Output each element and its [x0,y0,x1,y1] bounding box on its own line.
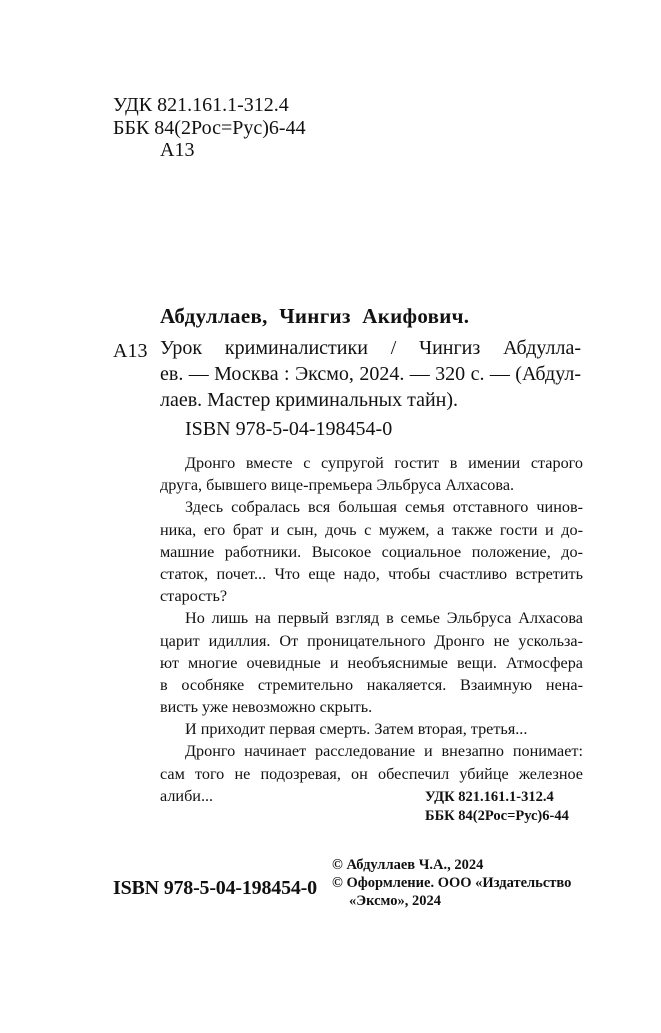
entry-author: Абдуллаев, Чингиз Акифович. [160,304,470,328]
entry-line: ев. — Москва : Эксмо, 2024. — 320 с. — (Абдул- [160,363,581,385]
copyright-design-cont [332,892,594,911]
annotation-line: машние работники. Высокое социальное положение, до- [160,542,583,561]
annotation-line: ют многие очевидные и необъяснимые вещи. Атмосфера [160,653,583,672]
annotation-line: И приходит первая смерть. Затем вторая, третья... [185,720,528,739]
annotation-line: в особняке стремительно накаляется. Взаимную нена- [160,675,583,694]
copyright-design-line2: «Эксмо», 2024 [349,893,441,909]
annotation-line: друга, бывшего вице-премьера Эльбруса Алхасова. [160,476,515,495]
annotation [160,452,583,807]
entry-description [160,335,581,413]
entry-author-sign: А13 [113,340,148,362]
entry-line: Урок криминалистики / Чингиз Абдулла- [160,337,581,359]
udk-code: УДК 821.161.1-312.4 [113,94,289,116]
entry-isbn: ISBN 978-5-04-198454-0 [185,418,393,440]
annotation-line: Здесь собралась вся большая семья отставного чинов- [185,498,583,517]
annotation-line: статок, почет... Что еще надо, чтобы счастливо встретить [160,564,583,583]
author-sign-code: А13 [160,139,195,161]
isbn-bottom: ISBN 978-5-04-198454-0 [113,877,317,899]
annotation-line: Но лишь на первый взгляд в семье Эльбруса Алхасова [185,609,583,628]
annotation-line: старость? [160,587,228,606]
annotation-line: Дронго начинает расследование и внезапно понимает: [185,742,583,761]
udk-code-bottom: УДК 821.161.1-312.4 [425,789,554,805]
copyright-design: © Оформление. ООО «Издательство [332,875,572,891]
annotation-line: царит идиллия. От проницательного Дронго не ускольза- [160,631,583,650]
copyright-author: © Абдуллаев Ч.А., 2024 [332,857,484,873]
bbk-code-bottom: ББК 84(2Рос=Рус)6-44 [425,808,569,824]
annotation-line: алиби... [160,786,214,805]
bbk-code: ББК 84(2Рос=Рус)6-44 [113,117,306,139]
annotation-line: висть уже невозможно скрыть. [160,698,373,717]
annotation-line: Дронго вместе с супругой гостит в имении старого [185,454,583,472]
annotation-line: ника, его брат и сын, дочь с мужем, а также гости и до- [160,520,583,539]
entry-line: лаев. Мастер криминальных тайн). [160,389,459,411]
annotation-line: сам того не подозревая, он обеспечил убийце железное [160,764,583,783]
